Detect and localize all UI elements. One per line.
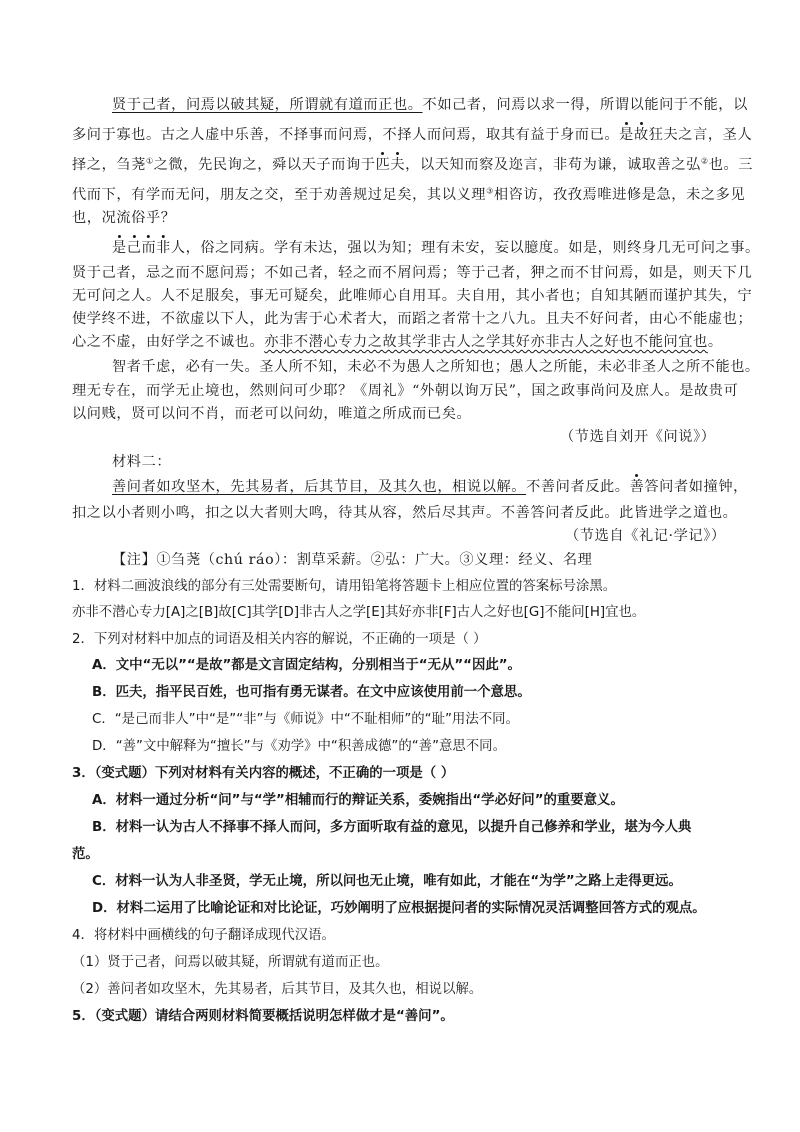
question-2-option-b[interactable]: B．匹夫，指平民百姓，也可指有勇无谋者。在文中应该使用前一个意思。 xyxy=(92,685,531,700)
dotted-char: 是 xyxy=(619,127,634,143)
question-3-option-c[interactable]: C．材料一认为人非圣贤，学无止境，所以问也无止境，唯有如此，才能在“为学”之路上走得更远。 xyxy=(92,874,682,889)
underlined-sentence: 贤于己者，问焉以破其疑，所谓就有道而正也。 xyxy=(112,97,423,113)
question-2-option-d[interactable]: D．“善”文中解释为“擅长”与《劝学》中“积善成德”的“善”意思不同。 xyxy=(92,739,506,754)
question-4-sentence-2: （2）善问者如攻坚木，先其易者，后其节目，及其久也，相说以解。 xyxy=(72,982,483,997)
passage-line: 扣之以小者则小鸣，扣之以大者则大鸣，待其从容，然后尽其声。不善答问者反此。此皆进学之道也。 xyxy=(72,505,738,521)
material-label: 材料二： xyxy=(112,454,172,470)
dotted-char: 善 xyxy=(629,479,645,495)
passage-line: 是己而非人，俗之同病。学有未达，强以为知；理有未安，妄以臆度。如是，则终身几无可问之事。 xyxy=(112,240,760,256)
passage-line: 贤于己者，忌之而不愿问焉；不如己者，轻之而不屑问焉；等于己者，狎之而不甘问焉，如是，则天下几 xyxy=(72,265,753,281)
question-5-stem: 5．（变式题）请结合两则材料简要概括说明怎样做才是“善问”。 xyxy=(72,1009,454,1024)
passage-line: 代而下，有学而无问，朋友之交，至于劝善规过足矣，其以义理③相咨访，孜孜焉唯进修是急，未之多见 xyxy=(72,186,746,203)
dotted-char: 而 xyxy=(141,240,157,256)
underlined-sentence: 善问者如攻坚木，先其易者，后其节目，及其久也，相说以解。 xyxy=(112,479,527,495)
passage-line: 善问者如攻坚木，先其易者，后其节目，及其久也，相说以解。不善问者反此。善答问者如撞钟， xyxy=(112,479,748,495)
question-3-stem: 3．（变式题）下列对材料有关内容的概述，不正确的一项是（ ） xyxy=(72,766,455,781)
question-4-stem: 4．将材料中画横线的句子翻译成现代汉语。 xyxy=(72,928,335,943)
passage-line: 心之不虚，由好学之不诚也。亦非不潜心专力之故其学非古人之学其好亦非古人之好也不能问宜也。 xyxy=(72,334,723,350)
dotted-char: 非 xyxy=(156,240,171,256)
footnote-mark: ① xyxy=(145,156,154,166)
passage-line: 以问贱，贤可以问不肖，而老可以问幼，唯道之所成而已矣。 xyxy=(72,406,472,422)
question-1-text: 亦非不潜心专力[A]之[B]故[C]其学[D]非古人之学[E]其好亦非[F]古人之好也[G]不能问[H]宜也。 xyxy=(72,605,646,620)
wavy-underlined-text: 亦非不潜心专力之故其学非古人之学其好亦非古人之好也不能问宜也 xyxy=(264,334,708,350)
passage-source: （节选自《礼记·学记》） xyxy=(565,528,726,544)
dotted-char: 匹 xyxy=(375,157,391,173)
question-2-option-c[interactable]: C．“是己而非人”中“是”“非”与《师说》中“不耻相师”的“耻”用法不同。 xyxy=(92,712,519,727)
question-3-option-b-cont: 范。 xyxy=(72,847,99,862)
passage-source: （节选自刘开《问说》） xyxy=(560,429,716,445)
passage-line: 智者千虑，必有一失。圣人所不知，未必不为愚人之所知也；愚人之所能，未必非圣人之所不能也。 xyxy=(112,359,760,375)
annotation-note: 【注】①刍荛（chú ráo）：割草采薪。②弘：广大。③义理：经义、名理 xyxy=(112,552,593,568)
footnote-mark: ② xyxy=(700,156,709,166)
footnote-mark: ③ xyxy=(486,186,494,196)
question-3-option-b[interactable]: B．材料一认为古人不择事不择人而问，多方面听取有益的意见，以提升自己修养和学业，堪为今人典 xyxy=(92,820,692,835)
dotted-char: 己 xyxy=(126,240,142,256)
passage-line: 无可问之人。人不足服矣，事无可疑矣，此唯师心自用耳。夫自用，其小者也；自知其陋而谨护其失，宁 xyxy=(72,288,753,304)
dotted-char: 故 xyxy=(633,127,649,143)
passage-line: 也，况流俗乎？ xyxy=(72,210,176,226)
passage-line: 使学终不进，不欲虚以下人，此为害于心术者大，而蹈之者常十之八九。且夫不好问者，由心不能虚也； xyxy=(72,311,753,327)
dotted-char: 夫 xyxy=(390,157,406,173)
passage-line: 多问于寡也。古之人虚中乐善，不择事而问焉，不择人而问焉，取其有益于身而已。是故狂夫之言，圣人 xyxy=(72,127,753,143)
passage-line: 择之，刍荛①之微，先民询之，舜以天子而询于匹夫，以天知而察及迩言，非苟为谦，诚取善之弘②也。三 xyxy=(72,156,754,173)
question-2-stem: 2．下列对材料中加点的词语及相关内容的解说，不正确的一项是（ ） xyxy=(72,632,487,647)
dotted-char: 是 xyxy=(112,240,127,256)
question-3-option-d[interactable]: D．材料二运用了比喻论证和对比论证，巧妙阐明了应根据提问者的实际情况灵活调整回答方式的观点。 xyxy=(92,901,706,916)
question-2-option-a[interactable]: A．文中“无以”“是故”都是文言固定结构，分别相当于“无从”“因此”。 xyxy=(92,658,521,673)
question-1-stem: 1．材料二画波浪线的部分有三处需要断句，请用铅笔将答题卡上相应位置的答案标号涂黑。 xyxy=(72,579,617,594)
question-3-option-a[interactable]: A．材料一通过分析“问”与“学”相辅而行的辩证关系，委婉指出“学必好问”的重要意义。 xyxy=(92,793,624,808)
question-4-sentence-1: （1）贤于己者，问焉以破其疑，所谓就有道而正也。 xyxy=(72,955,389,970)
passage-line: 贤于己者，问焉以破其疑，所谓就有道而正也。不如己者，问焉以求一得，所谓以能问于不能，以 xyxy=(112,97,748,113)
passage-line: 理无专在，而学无止境也，然则问可少耶？《周礼》“外朝以询万民”，国之政事尚问及庶人。是故贵可 xyxy=(72,383,739,399)
